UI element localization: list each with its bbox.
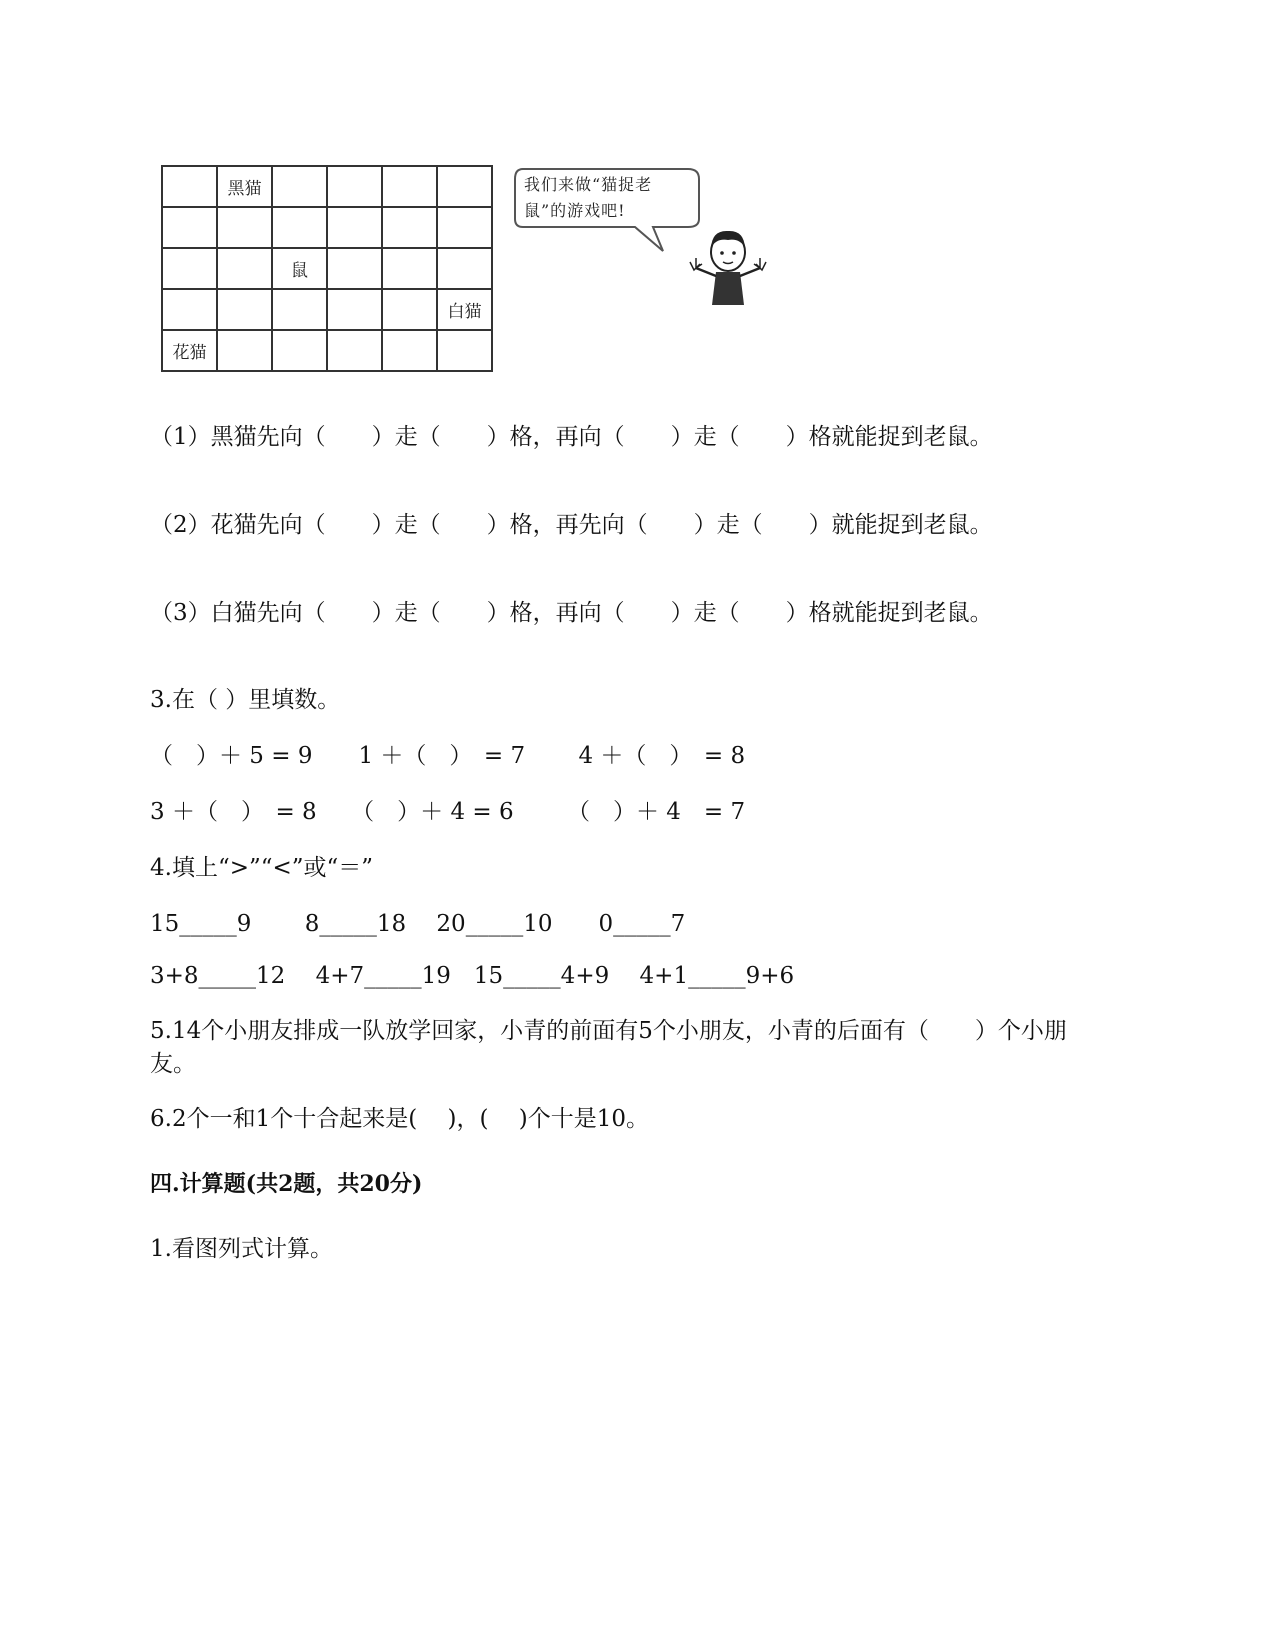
grid-cell xyxy=(382,289,437,330)
grid-cell xyxy=(327,289,382,330)
grid-cell xyxy=(327,207,382,248)
grid-cell xyxy=(437,248,492,289)
grid-cell xyxy=(162,248,217,289)
q4-title: 4.填上“>”“<”或“＝” xyxy=(150,855,374,881)
q4-row-2: 3+8_____12 4+7_____19 15_____4+9 4+1_____9+6 xyxy=(150,963,795,989)
q4-row-1: 15_____9 8_____18 20_____10 0_____7 xyxy=(150,911,686,937)
grid-cell xyxy=(272,330,327,371)
grid-cell xyxy=(327,330,382,371)
grid-cell: 鼠 xyxy=(272,248,327,289)
grid-row xyxy=(162,248,492,289)
section-heading: 四.计算题(共2题，共20分) xyxy=(150,1171,423,1197)
q3-title: 3.在（ ）里填数。 xyxy=(150,687,341,713)
grid-cell xyxy=(217,289,272,330)
grid-cell xyxy=(162,166,217,207)
grid-cell xyxy=(327,166,382,207)
grid-cell xyxy=(327,248,382,289)
boy-illustration xyxy=(682,220,772,310)
grid-cell: 黑猫 xyxy=(217,166,272,207)
grid-row xyxy=(162,330,492,371)
grid-cell xyxy=(217,330,272,371)
q2-part-1: （1）黑猫先向（ ）走（ ）格，再向（ ）走（ ）格就能捉到老鼠。 xyxy=(150,424,993,450)
grid-cell xyxy=(382,166,437,207)
grid-cell xyxy=(437,166,492,207)
grid-cell xyxy=(437,207,492,248)
grid-cell xyxy=(272,207,327,248)
grid-row xyxy=(162,207,492,248)
grid-cell: 白猫 xyxy=(437,289,492,330)
grid-cell xyxy=(382,207,437,248)
q3-row-1: （ ）＋ 5 = 9 1 ＋（ ） = 7 4 ＋（ ） = 8 xyxy=(150,743,746,769)
grid-cell xyxy=(217,207,272,248)
speech-bubble-text: 我们来做“猫捉老鼠”的游戏吧! xyxy=(524,175,653,220)
s4-q1-text: 1.看图列式计算。 xyxy=(150,1236,333,1262)
q2-part-3: （3）白猫先向（ ）走（ ）格，再向（ ）走（ ）格就能捉到老鼠。 xyxy=(150,600,993,626)
grid-cell: 花猫 xyxy=(162,330,217,371)
grid-cell xyxy=(272,289,327,330)
grid-cell xyxy=(217,248,272,289)
grid-cell xyxy=(162,207,217,248)
grid-row xyxy=(162,166,492,207)
q5-line-2: 友。 xyxy=(150,1051,196,1077)
grid-row xyxy=(162,289,492,330)
grid-cell xyxy=(382,248,437,289)
q2-part-2: （2）花猫先向（ ）走（ ）格，再先向（ ）走（ ）就能捉到老鼠。 xyxy=(150,512,993,538)
q3-row-2: 3 ＋（ ） = 8 （ ）＋ 4 = 6 （ ）＋ 4 = 7 xyxy=(150,799,746,825)
grid-cell xyxy=(382,330,437,371)
q5-line-1: 5.14个小朋友排成一队放学回家，小青的前面有5个小朋友，小青的后面有（ ）个小朋 xyxy=(150,1018,1067,1044)
grid-cell xyxy=(272,166,327,207)
q6-text: 6.2个一和1个十合起来是( )，( )个十是10。 xyxy=(150,1106,649,1132)
grid-cell xyxy=(437,330,492,371)
grid-cell xyxy=(162,289,217,330)
cat-mouse-grid xyxy=(161,165,493,372)
